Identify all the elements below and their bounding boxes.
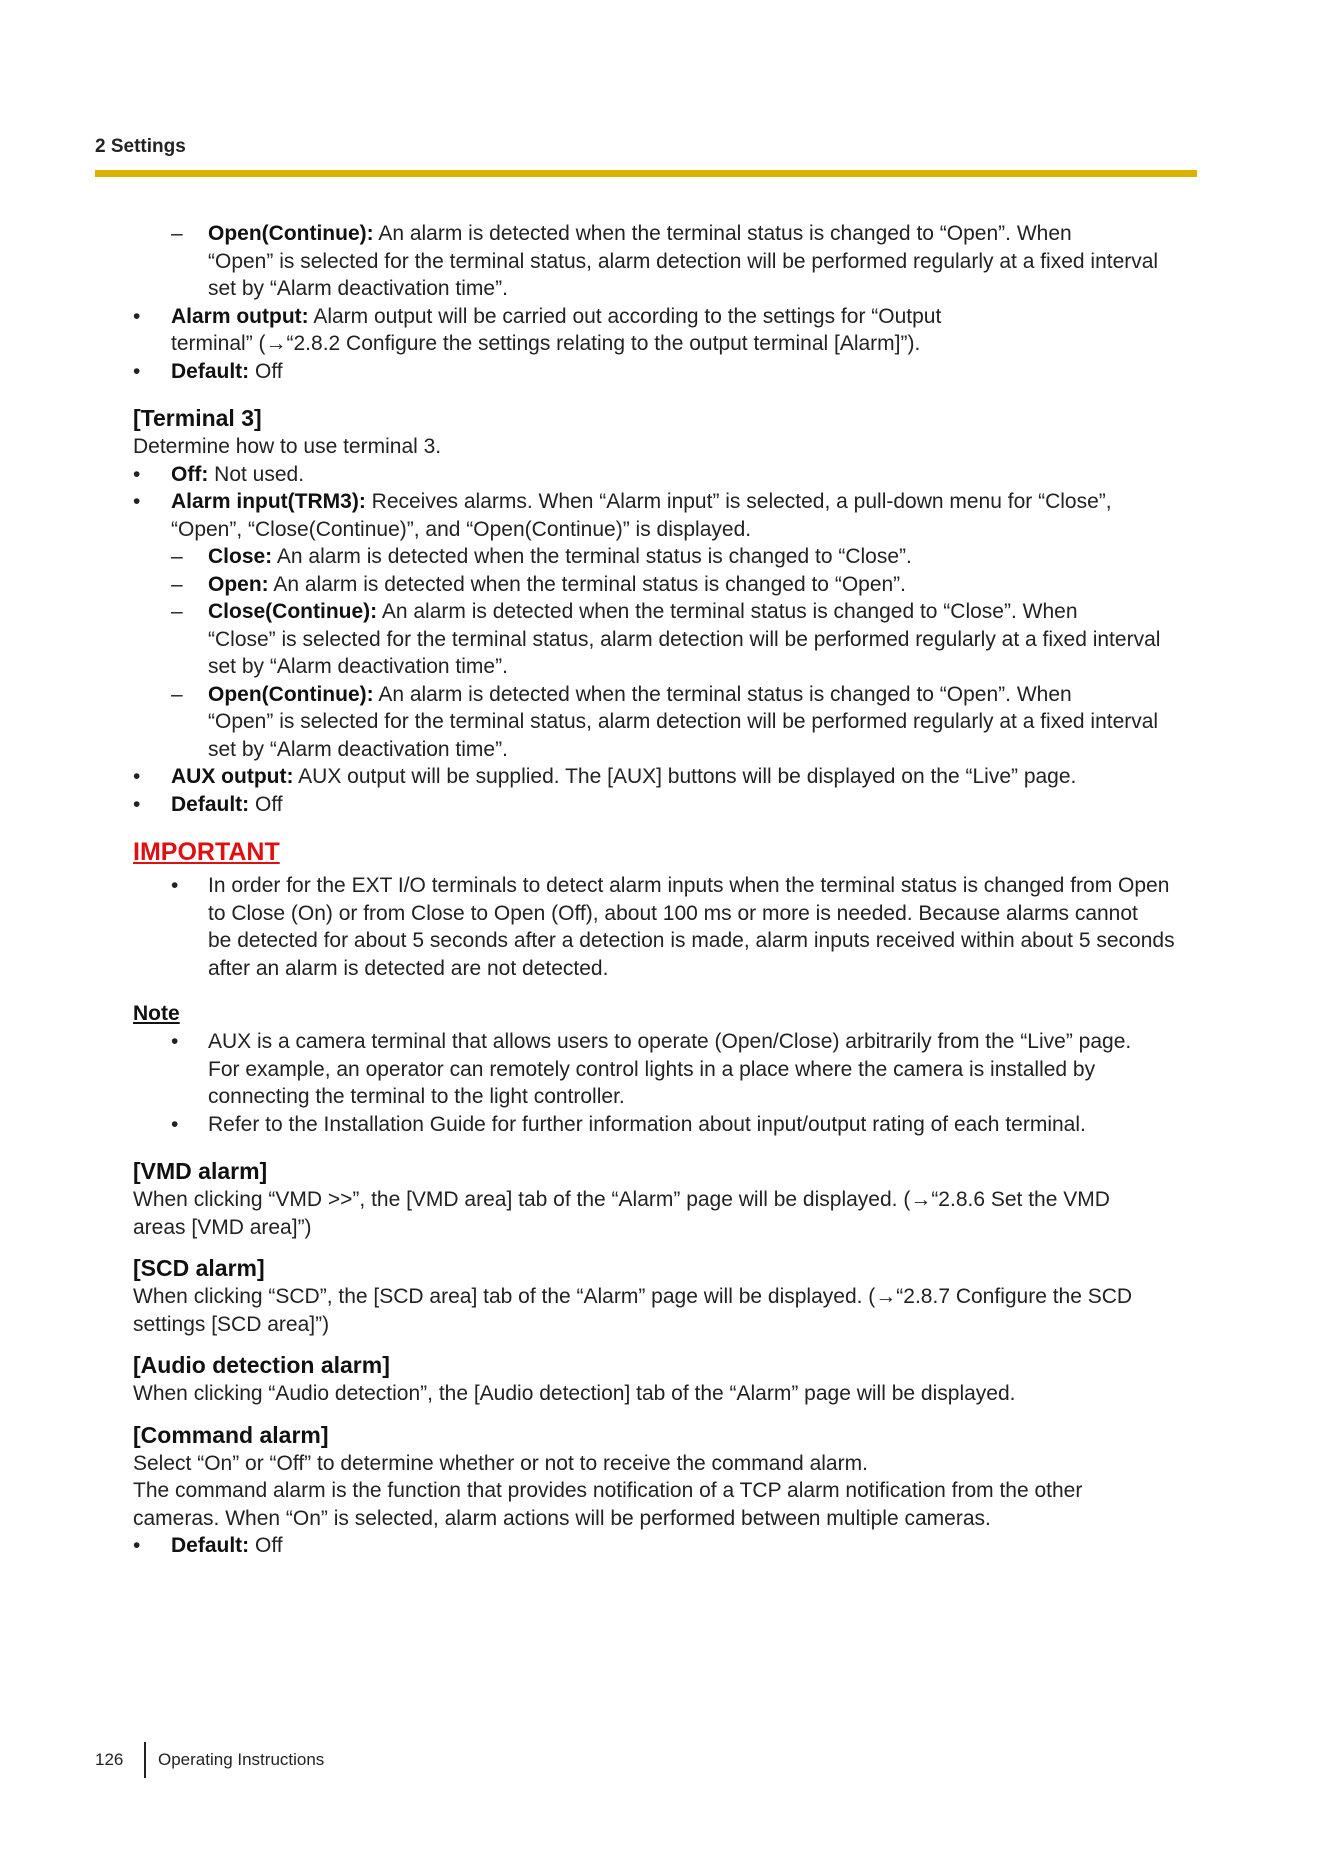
note-item: • Refer to the Installation Guide for further information about input/output rating of each terminal. <box>133 1111 1199 1139</box>
note-item: • AUX is a camera terminal that allows users to operate (Open/Close) arbitrarily from the “Live” page. <box>133 1028 1199 1056</box>
list-item: – Close: An alarm is detected when the terminal status is changed to “Close”. <box>133 543 1199 571</box>
list-item: – Open(Continue): An alarm is detected when the terminal status is changed to “Open”. When <box>133 681 1199 709</box>
list-item: • Alarm input(TRM3): Receives alarms. When “Alarm input” is selected, a pull-down menu for “Close”, <box>133 488 1199 516</box>
list-item: • Default: Off <box>133 791 1199 819</box>
list-item-continuation: “Open”, “Close(Continue)”, and “Open(Continue)” is displayed. <box>171 517 752 541</box>
paragraph: areas [VMD area]”) <box>133 1215 312 1239</box>
list-item-continuation: to Close (On) or from Close to Open (Off), about 100 ms or more is needed. Because alarms cannot <box>208 901 1138 925</box>
list-item-continuation: set by “Alarm deactivation time”. <box>208 655 508 678</box>
list-item-continuation: For example, an operator can remotely control lights in a place where the camera is installed by <box>208 1057 1096 1081</box>
page-content <box>133 220 1199 1560</box>
paragraph: Select “On” or “Off” to determine whether or not to receive the command alarm. <box>133 1451 868 1475</box>
section-heading-command: [Command alarm] <box>133 1421 329 1448</box>
note-heading: Note <box>133 1002 180 1025</box>
paragraph: Determine how to use terminal 3. <box>133 435 442 458</box>
paragraph: When clicking “VMD >>”, the [VMD area] tab of the “Alarm” page will be displayed. (→“2.8.6 Set the VMD <box>133 1188 1110 1211</box>
section-header: 2 Settings <box>95 136 186 157</box>
list-item: • AUX output: AUX output will be supplied. The [AUX] buttons will be displayed on the “Live” page. <box>133 763 1199 791</box>
section-heading-scd: [SCD alarm] <box>133 1255 265 1281</box>
section-heading-terminal3: [Terminal 3] <box>133 405 262 431</box>
list-item-continuation: be detected for about 5 seconds after a detection is made, alarm inputs received within about 5 seconds <box>208 929 1175 952</box>
list-item: • Off: Not used. <box>133 461 1199 489</box>
paragraph: The command alarm is the function that provides notification of a TCP alarm notification from the other <box>133 1479 1083 1502</box>
list-item-continuation: set by “Alarm deactivation time”. <box>208 737 508 761</box>
section-heading-vmd: [VMD alarm] <box>133 1158 268 1184</box>
document-title: Operating Instructions <box>158 1750 325 1769</box>
list-item: – Open: An alarm is detected when the terminal status is changed to “Open”. <box>133 571 1199 599</box>
paragraph: settings [SCD area]”) <box>133 1312 330 1336</box>
list-item-continuation: “Open” is selected for the terminal status, alarm detection will be performed regularly at a fixed interval <box>208 249 1159 273</box>
list-item-continuation: “Open” is selected for the terminal status, alarm detection will be performed regularly at a fixed interval <box>208 710 1159 733</box>
list-item-continuation: after an alarm is detected are not detected. <box>208 956 609 980</box>
list-item: • Default: Off <box>133 1532 1199 1560</box>
header-rule <box>95 170 1197 177</box>
section-heading-audio: [Audio detection alarm] <box>133 1352 390 1378</box>
paragraph: cameras. When “On” is selected, alarm actions will be performed between multiple cameras. <box>133 1506 991 1530</box>
list-item: – Open(Continue): An alarm is detected when the terminal status is changed to “Open”. When <box>133 220 1199 248</box>
list-item-continuation: “Close” is selected for the terminal status, alarm detection will be performed regularly at a fixed interval <box>208 627 1161 651</box>
important-item: • In order for the EXT I/O terminals to detect alarm inputs when the terminal status is changed from Open <box>133 872 1199 900</box>
footer-divider <box>144 1742 146 1778</box>
page-number: 126 <box>95 1750 124 1769</box>
list-item: • Alarm output: Alarm output will be carried out according to the settings for “Output <box>133 303 1199 331</box>
important-heading: IMPORTANT <box>133 838 280 866</box>
list-item-continuation: terminal” (→“2.8.2 Configure the settings relating to the output terminal [Alarm]”). <box>171 332 921 355</box>
list-item: • Default: Off <box>133 358 1199 386</box>
list-item: – Close(Continue): An alarm is detected when the terminal status is changed to “Close”. When <box>133 598 1199 626</box>
list-item-continuation: connecting the terminal to the light controller. <box>208 1085 625 1108</box>
paragraph: When clicking “SCD”, the [SCD area] tab of the “Alarm” page will be displayed. (→“2.8.7 Configure the SCD <box>133 1285 1133 1308</box>
paragraph: When clicking “Audio detection”, the [Audio detection] tab of the “Alarm” page will be displayed. <box>133 1382 1016 1405</box>
list-item-continuation: set by “Alarm deactivation time”. <box>208 277 508 300</box>
